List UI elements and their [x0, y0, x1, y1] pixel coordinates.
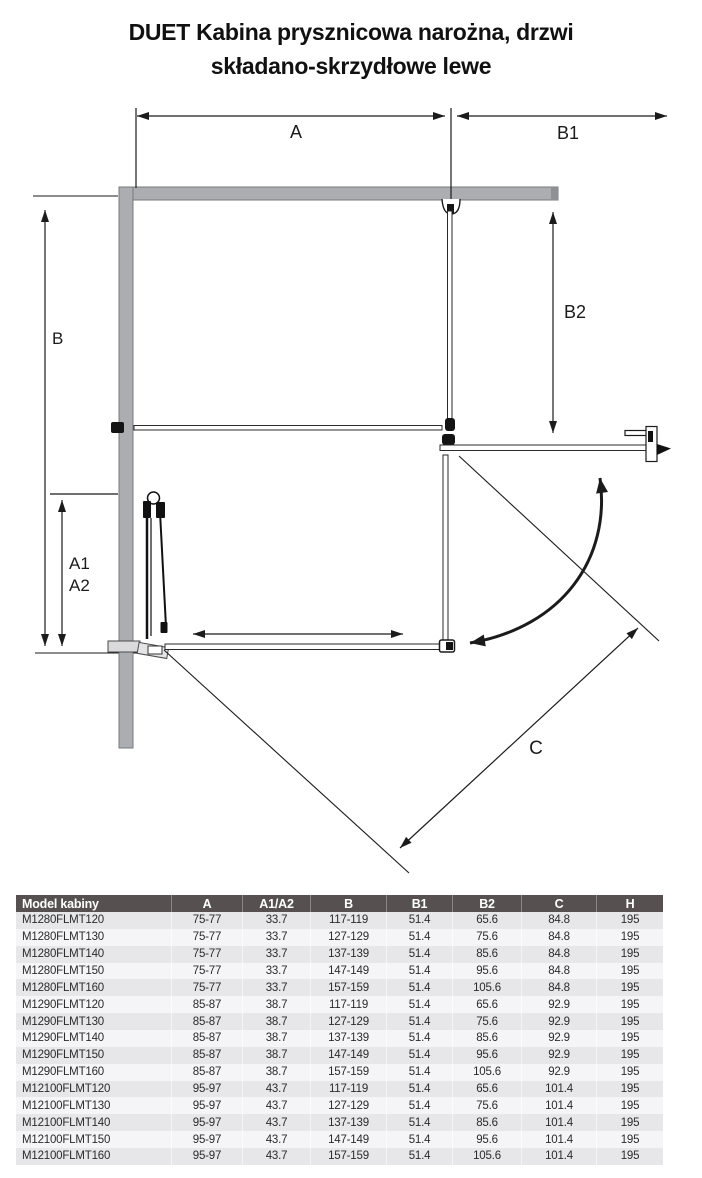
dimension-cell: 85-87	[172, 1047, 243, 1064]
dimension-a2-label: A2	[69, 576, 90, 595]
table-row	[16, 946, 663, 963]
dimension-cell: 51.4	[387, 1013, 453, 1030]
dimension-cell: 75-77	[172, 912, 243, 929]
dimension-cell: 84.8	[522, 946, 597, 963]
table-row	[16, 1131, 663, 1148]
dimension-cell: 65.6	[453, 1081, 522, 1098]
table-row	[16, 1081, 663, 1098]
dimension-cell: 43.7	[243, 1081, 311, 1098]
dimension-cell: 51.4	[387, 1097, 453, 1114]
bottom-left-bracket	[108, 641, 169, 659]
dimension-cell: 51.4	[387, 1081, 453, 1098]
dimension-cell: 33.7	[243, 912, 311, 929]
dimension-cell: 51.4	[387, 946, 453, 963]
dimension-cell: 137-139	[311, 1030, 387, 1047]
dimension-cell: 157-159	[311, 1064, 387, 1081]
table-body	[16, 912, 663, 1165]
dimension-cell: 101.4	[522, 1114, 597, 1131]
model-cell: M1290FLMT160	[16, 1064, 172, 1081]
dimension-cell: 147-149	[311, 1131, 387, 1148]
dimension-cell: 85.6	[453, 1030, 522, 1047]
dimension-cell: 84.8	[522, 963, 597, 980]
dimension-cell: 195	[597, 1064, 664, 1081]
dimension-cell: 43.7	[243, 1114, 311, 1131]
header-model: Model kabiny	[16, 895, 172, 912]
header-b2: B2	[453, 895, 522, 912]
dimension-c-label: C	[529, 738, 543, 759]
front-bottom-panel	[165, 640, 455, 652]
dimension-cell: 85.6	[453, 1114, 522, 1131]
dimension-cell: 51.4	[387, 1030, 453, 1047]
dimension-cell: 92.9	[522, 1013, 597, 1030]
dimension-cell: 157-159	[311, 1148, 387, 1165]
dimension-cell: 105.6	[453, 1064, 522, 1081]
dimension-cell: 84.8	[522, 912, 597, 929]
table-row	[16, 1047, 663, 1064]
dimension-cell: 75-77	[172, 979, 243, 996]
table-row	[16, 1064, 663, 1081]
dimension-cell: 95-97	[172, 1148, 243, 1165]
model-cell: M12100FLMT160	[16, 1148, 172, 1165]
dimension-cell: 117-119	[311, 996, 387, 1013]
table-row	[16, 1114, 663, 1131]
dimension-cell: 51.4	[387, 912, 453, 929]
dimension-cell: 95-97	[172, 1097, 243, 1114]
table-row	[16, 929, 663, 946]
dimension-cell: 195	[597, 1114, 664, 1131]
dimension-cell: 75.6	[453, 1097, 522, 1114]
table-row	[16, 996, 663, 1013]
dimension-cell: 195	[597, 1131, 664, 1148]
front-right-panel	[443, 455, 448, 644]
table-row	[16, 912, 663, 929]
dimension-cell: 85-87	[172, 1064, 243, 1081]
dimension-cell: 195	[597, 1013, 664, 1030]
dimension-cell: 38.7	[243, 1013, 311, 1030]
dimension-cell: 65.6	[453, 996, 522, 1013]
dimension-cell: 43.7	[243, 1097, 311, 1114]
dimension-cell: 43.7	[243, 1131, 311, 1148]
fixed-panel-vertical	[442, 199, 460, 428]
model-cell: M1280FLMT150	[16, 963, 172, 980]
dimension-c	[164, 456, 659, 873]
dimension-cell: 157-159	[311, 979, 387, 996]
dimension-cell: 195	[597, 1081, 664, 1098]
dimension-cell: 84.8	[522, 979, 597, 996]
dimension-b2-label: B2	[564, 302, 587, 322]
door-handle	[625, 427, 671, 462]
dimension-cell: 101.4	[522, 1148, 597, 1165]
dimension-cell: 95-97	[172, 1131, 243, 1148]
dimension-cell: 75.6	[453, 1013, 522, 1030]
dimension-cell: 195	[597, 929, 664, 946]
dimension-cell: 75-77	[172, 946, 243, 963]
dimension-cell: 51.4	[387, 1114, 453, 1131]
dimension-cell: 147-149	[311, 963, 387, 980]
model-cell: M12100FLMT120	[16, 1081, 172, 1098]
dimension-cell: 85-87	[172, 996, 243, 1013]
table-row	[16, 1097, 663, 1114]
model-cell: M1290FLMT130	[16, 1013, 172, 1030]
dimension-cell: 195	[597, 946, 664, 963]
header-a: A	[172, 895, 243, 912]
model-cell: M1290FLMT140	[16, 1030, 172, 1047]
dimension-cell: 195	[597, 1030, 664, 1047]
dimension-cell: 117-119	[311, 1081, 387, 1098]
dimension-cell: 101.4	[522, 1081, 597, 1098]
dimension-cell: 38.7	[243, 1047, 311, 1064]
table-row	[16, 963, 663, 980]
dimension-cell: 117-119	[311, 912, 387, 929]
dimension-cell: 127-129	[311, 1097, 387, 1114]
table-row	[16, 1148, 663, 1165]
dimension-cell: 137-139	[311, 946, 387, 963]
dimension-cell: 105.6	[453, 979, 522, 996]
dimension-cell: 195	[597, 979, 664, 996]
dimension-b1-label: B1	[556, 123, 580, 143]
top-wall-end-cap	[551, 187, 558, 200]
dimension-cell: 127-129	[311, 929, 387, 946]
dimension-cell: 92.9	[522, 1064, 597, 1081]
model-cell: M1280FLMT130	[16, 929, 172, 946]
header-b1: B1	[387, 895, 453, 912]
header-c: C	[522, 895, 597, 912]
dimension-cell: 105.6	[453, 1148, 522, 1165]
dimension-cell: 95-97	[172, 1081, 243, 1098]
dimension-cell: 38.7	[243, 1030, 311, 1047]
title-line-1: DUET Kabina prysznicowa narożna, drzwi	[128, 19, 574, 45]
table-row	[16, 1013, 663, 1030]
dimension-cell: 95-97	[172, 1114, 243, 1131]
dimension-a-label: A	[289, 122, 303, 142]
dimension-cell: 65.6	[453, 912, 522, 929]
corner-connector-top	[445, 418, 455, 431]
dimension-cell: 43.7	[243, 1148, 311, 1165]
door-swing-arc	[470, 478, 602, 643]
header-h: H	[597, 895, 664, 912]
dimension-cell: 33.7	[243, 963, 311, 980]
dimension-cell: 147-149	[311, 1047, 387, 1064]
model-cell: M1290FLMT120	[16, 996, 172, 1013]
dimension-a1-label: A1	[69, 554, 90, 573]
dimension-cell: 95.6	[453, 1047, 522, 1064]
dimension-cell: 33.7	[243, 946, 311, 963]
dimension-cell: 85.6	[453, 946, 522, 963]
dimension-cell: 51.4	[387, 929, 453, 946]
title-line-2: składano-skrzydłowe lewe	[210, 53, 492, 79]
dimension-cell: 127-129	[311, 1013, 387, 1030]
dimension-cell: 84.8	[522, 929, 597, 946]
model-cell: M1280FLMT120	[16, 912, 172, 929]
dimension-cell: 195	[597, 1097, 664, 1114]
dimension-cell: 75.6	[453, 929, 522, 946]
dimension-cell: 92.9	[522, 996, 597, 1013]
dimension-cell: 92.9	[522, 1030, 597, 1047]
model-cell: M1290FLMT150	[16, 1047, 172, 1064]
dimension-cell: 51.4	[387, 979, 453, 996]
header-a1a2: A1/A2	[243, 895, 311, 912]
door-open-leaf	[440, 427, 671, 462]
wall-bracket	[111, 422, 124, 433]
dimension-b-label: B	[52, 329, 64, 348]
model-cell: M1280FLMT160	[16, 979, 172, 996]
dimension-cell: 75-77	[172, 963, 243, 980]
dimension-cell: 51.4	[387, 963, 453, 980]
dimension-cell: 101.4	[522, 1131, 597, 1148]
dimension-cell: 92.9	[522, 1047, 597, 1064]
header-b: B	[311, 895, 387, 912]
door-pivot	[442, 434, 455, 445]
model-cell: M1280FLMT140	[16, 946, 172, 963]
dimension-cell: 101.4	[522, 1097, 597, 1114]
model-cell: M12100FLMT140	[16, 1114, 172, 1131]
model-dimensions-table	[16, 895, 663, 1165]
dimension-cell: 51.4	[387, 1148, 453, 1165]
dimension-cell: 51.4	[387, 1131, 453, 1148]
dimension-cell: 195	[597, 1148, 664, 1165]
dimension-cell: 85-87	[172, 1013, 243, 1030]
dimension-cell: 195	[597, 1047, 664, 1064]
dimension-cell: 33.7	[243, 979, 311, 996]
dimension-cell: 51.4	[387, 1064, 453, 1081]
dimension-cell: 95.6	[453, 1131, 522, 1148]
dimension-cell: 51.4	[387, 996, 453, 1013]
model-cell: M12100FLMT150	[16, 1131, 172, 1148]
fixed-panel-horizontal	[111, 418, 455, 445]
folded-door	[143, 492, 168, 639]
left-wall	[119, 187, 133, 748]
dimension-cell: 195	[597, 963, 664, 980]
dimension-cell: 75-77	[172, 929, 243, 946]
table-row	[16, 979, 663, 996]
dimension-cell: 95.6	[453, 963, 522, 980]
table-row	[16, 1030, 663, 1047]
dimension-cell: 38.7	[243, 996, 311, 1013]
dimension-cell: 85-87	[172, 1030, 243, 1047]
model-cell: M12100FLMT130	[16, 1097, 172, 1114]
top-wall	[120, 187, 558, 200]
dimension-cell: 38.7	[243, 1064, 311, 1081]
dimension-cell: 33.7	[243, 929, 311, 946]
dimension-cell: 195	[597, 912, 664, 929]
dimension-cell: 51.4	[387, 1047, 453, 1064]
dimension-cell: 195	[597, 996, 664, 1013]
dimension-cell: 137-139	[311, 1114, 387, 1131]
table-header	[16, 895, 663, 912]
